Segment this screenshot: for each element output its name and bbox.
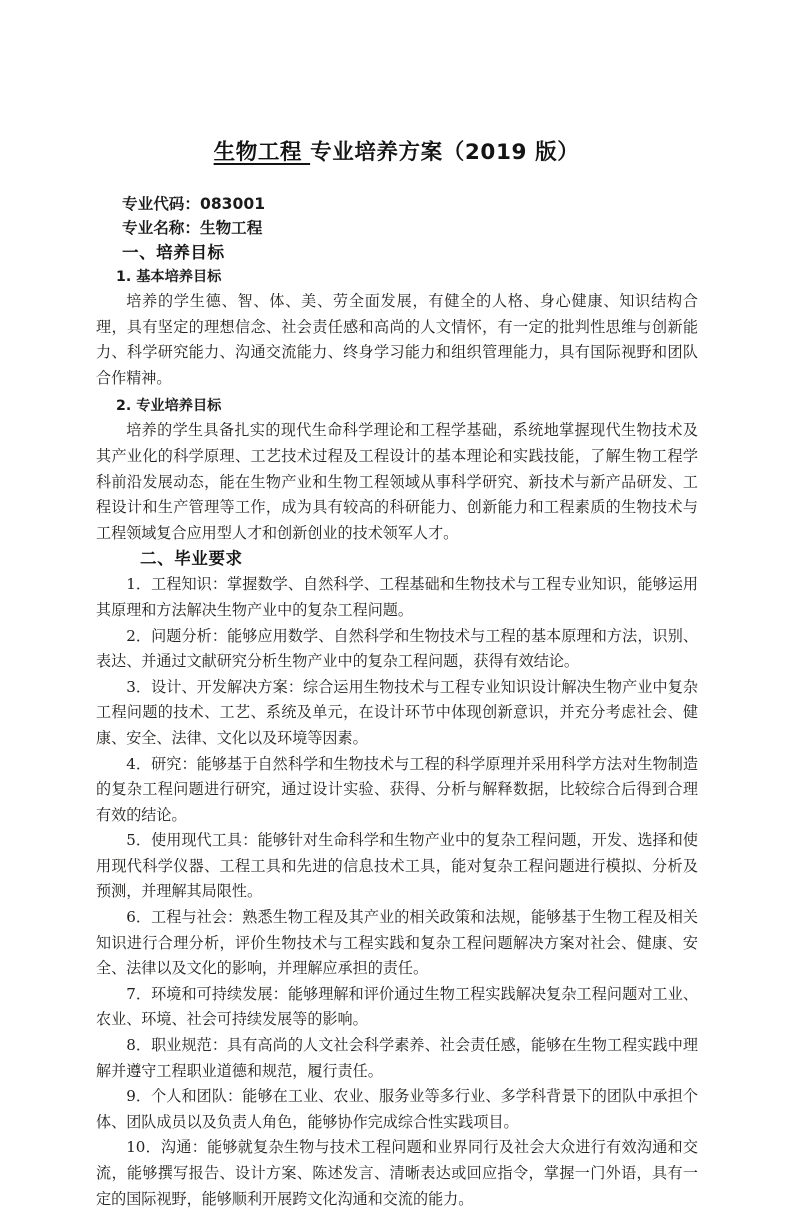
major-code-line: 专业代码：083001 (122, 195, 266, 213)
paragraph-basic-objectives: 培养的学生德、智、体、美、劳全面发展，有健全的人格、身心健康、知识结构合理，具有坚定的理想信念、社会责任感和高尚的人文情怀，有一定的批判性思维与创新能力、科学研究能力、沟通交流能力、终身学习能力和组织管理能力，具有国际视野和团队合作精神。 (96, 292, 698, 387)
page-title (0, 135, 793, 166)
requirement-item: 1．工程知识：掌握数学、自然科学、工程基础和生物技术与工程专业知识，能够运用其原理和方法解决生物产业中的复杂工程问题。 (96, 575, 698, 619)
subsection-heading-basic-objectives: 1. 基本培养目标 (116, 269, 222, 285)
requirement-item: 4．研究：能够基于自然科学和生物技术与工程的科学原理并采用科学方法对生物制造的复杂工程问题进行研究，通过设计实验、获得、分析与解释数据，比较综合后得到合理有效的结论。 (96, 754, 698, 824)
section-heading-graduation-requirements: 二、毕业要求 (140, 549, 243, 569)
requirement-item: 2．问题分析：能够应用数学、自然科学和生物技术与工程的基本原理和方法，识别、表达、并通过文献研究分析生物产业中的复杂工程问题，获得有效结论。 (96, 626, 698, 671)
major-name-line: 专业名称：生物工程 (122, 219, 263, 237)
paragraph-major-objectives: 培养的学生具备扎实的现代生命科学理论和工程学基础，系统地掌握现代生物技术及其产业化的科学原理、工艺技术过程及工程设计的基本理论和实践技能，了解生物工程学科前沿发展动态，能在生物产业和生物工程领域从事科学研究、新技术与新产品研发、工程设计和生产管理等工作，成为具有较高的科研能力、创新能力和工程素质的生物技术与工程领域复合应用型人才和创新创业的技术领军人才。 (96, 421, 698, 542)
section-heading-training-objectives: 一、培养目标 (122, 243, 225, 262)
requirement-item: 10．沟通：能够就复杂生物与技术工程问题和业界同行及社会大众进行有效沟通和交流，能够撰写报告、设计方案、陈述发言、清晰表达或回应指令，掌握一门外语，具有一定的国际视野，能够顺利开展跨文化沟通和交流的能力。 (96, 1138, 698, 1208)
subsection-heading-major-objectives: 2. 专业培养目标 (116, 398, 222, 415)
page-title-major: 生物工程 (213, 140, 311, 165)
page-title-suffix: 专业培养方案（2019 版） (310, 140, 580, 165)
requirement-item: 9．个人和团队：能够在工业、农业、服务业等多行业、多学科背景下的团队中承担个体、团队成员以及负责人角色，能够协作完成综合性实践项目。 (96, 1087, 698, 1131)
requirement-item: 8．职业规范：具有高尚的人文社会科学素养、社会责任感，能够在生物工程实践中理解并遵守工程职业道德和规范，履行责任。 (96, 1036, 698, 1080)
requirement-item: 3．设计、开发解决方案：综合运用生物技术与工程专业知识设计解决生物产业中复杂工程问题的技术、工艺、系统及单元，在设计环节中体现创新意识，并充分考虑社会、健康、安全、法律、文化以及环境等因素。 (96, 677, 698, 747)
document-body (96, 192, 698, 1212)
requirement-item: 6．工程与社会：熟悉生物工程及其产业的相关政策和法规，能够基于生物工程及相关知识进行合理分析，评价生物技术与工程实践和复杂工程问题解决方案对社会、健康、安全、法律以及文化的影响，并理解应承担的责任。 (96, 908, 698, 978)
requirement-item: 7．环境和可持续发展：能够理解和评价通过生物工程实践解决复杂工程问题对工业、农业、环境、社会可持续发展等的影响。 (96, 984, 698, 1029)
requirement-item: 5．使用现代工具：能够针对生命科学和生物产业中的复杂工程问题，开发、选择和使用现代科学仪器、工程工具和先进的信息技术工具，能对复杂工程问题进行模拟、分析及预测，并理解其局限性。 (96, 831, 698, 901)
